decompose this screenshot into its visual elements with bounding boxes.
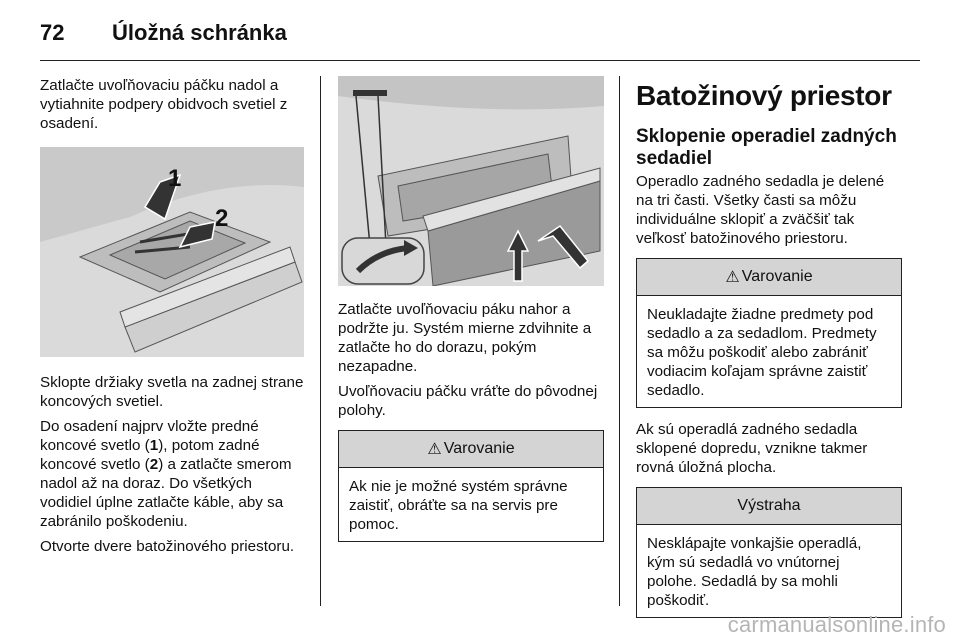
- warning-title: Varovanie: [443, 440, 515, 457]
- instruction-paragraph: Uvoľňovaciu páčku vráťte do pôvodnej polohy.: [338, 383, 598, 419]
- subsection-title: Sklopenie operadiel zadných sedadiel: [636, 126, 897, 169]
- warning-triangle-icon: ⚠: [427, 441, 442, 458]
- warning-header: [637, 259, 901, 296]
- caution-box: [636, 487, 902, 618]
- instruction-paragraph: Otvorte dvere batožinového priestoru.: [40, 538, 295, 555]
- warning-title: Varovanie: [741, 268, 813, 285]
- warning-text: Neukladajte žiadne predmety pod sedadlo a za sedadlom. Predmety sa môžu poškodiť alebo zabrániť vodiacim koľajam správne zaistiť sedadlo.: [647, 306, 877, 399]
- warning-triangle-icon: ⚠: [725, 269, 740, 286]
- column-divider-2: [619, 76, 620, 606]
- warning-box: [636, 258, 902, 408]
- column-1: [40, 76, 304, 562]
- instruction-paragraph: Zatlačte uvoľňovaciu páku nahor a podržte ju. Systém mierne zdvihnite a zatlačte ho do dorazu, pokým nezapadne.: [338, 301, 592, 375]
- callout-label-1: 1: [168, 165, 182, 192]
- header-divider: [40, 60, 920, 61]
- warning-header: [339, 431, 603, 468]
- section-title: Batožinový priestor: [636, 80, 892, 111]
- release-lever-illustration: [338, 76, 604, 286]
- instruction-paragraph: Do osadení najprv vložte predné koncové svetlo (1), potom zadné koncové svetlo (2) a zatlačte smerom nadol až na doraz. Do všetkých vodidiel úplne zatlačte káble, aby sa zabránilo poškodeniu.: [40, 418, 292, 530]
- lamp-bracket-illustration: [40, 147, 304, 357]
- column-2: [338, 76, 604, 554]
- warning-text: Ak nie je možné systém správne zaistiť, obráťte sa na servis pre pomoc.: [349, 478, 568, 533]
- caution-body: [637, 525, 901, 617]
- column-divider-1: [320, 76, 321, 606]
- column-3: [636, 76, 902, 630]
- instruction-paragraph: Sklopte držiaky svetla na zadnej strane koncových svetiel.: [40, 374, 304, 410]
- callout-label-2: 2: [215, 205, 229, 232]
- warning-body: [339, 468, 603, 541]
- body-paragraph: Ak sú operadlá zadného sedadla sklopené dopredu, vznikne takmer rovná úložná plocha.: [636, 421, 868, 476]
- body-paragraph: Operadlo zadného sedadla je delené na tri časti. Všetky časti sa môžu individuálne sklopiť a zväčšiť tak veľkosť batožinového priestoru.: [636, 173, 885, 247]
- caution-title: Výstraha: [737, 497, 801, 514]
- instruction-paragraph: Zatlačte uvoľňovaciu páčku nadol a vytiahnite podpery obidvoch svetiel z osadení.: [40, 77, 288, 132]
- caution-text: Nesklápajte vonkajšie operadlá, kým sú sedadlá vo vnútornej polohe. Sedadlá by sa mohli poškodiť.: [647, 535, 862, 609]
- page-header: [40, 16, 920, 56]
- watermark: carmanualsonline.info: [727, 612, 946, 637]
- chapter-title: Úložná schránka: [112, 20, 287, 45]
- caution-header: [637, 488, 901, 525]
- page-number: 72: [40, 20, 65, 45]
- warning-box: [338, 430, 604, 542]
- warning-body: [637, 296, 901, 407]
